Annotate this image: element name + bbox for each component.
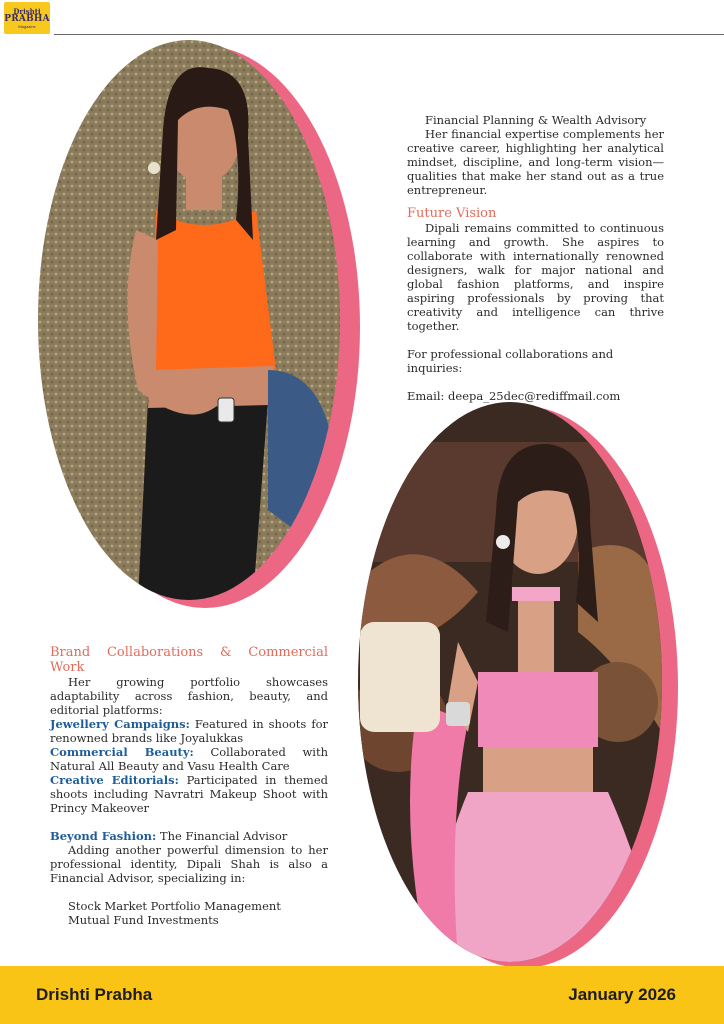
editorial-item [50,773,328,815]
finance-paragraph: Her financial expertise complements her creative career, highlighting her analytical mindset, discipline, and long-term vision—qualities that make her stand out as a true entrepreneur. [407,127,664,197]
portrait-top-illustration [38,40,340,600]
future-vision-paragraph: Dipali remains committed to continuous learning and growth. She aspires to collaborate with internationally renowned designers, walk for major national and global fashion platforms, and inspire aspiring professionals by proving that creativity and intelligence can thrive together. [407,221,664,333]
beyond-fashion-line [50,829,328,843]
logo-line-3: Magazine [18,23,36,29]
beauty-label: Commercial Beauty: [50,745,194,759]
service-item-1: Stock Market Portfolio Management [68,899,281,913]
logo-line-1: Drishti [13,6,41,16]
portrait-photo-top [38,40,340,600]
service-item-2: Mutual Fund Investments [68,913,219,927]
finance-heading-line: Financial Planning & Wealth Advisory [425,113,647,127]
footer-issue-date: January 2026 [568,985,676,1004]
brand-intro-paragraph: Her growing portfolio showcases adaptability across fashion, beauty, and editorial platforms: [50,675,328,717]
editorial-label: Creative Editorials: [50,773,179,787]
jewellery-item [50,717,328,745]
beyond-text: The Financial Advisor [156,829,288,843]
jewellery-text: Featured in shoots for renowned brands like Joyalukkas [50,717,328,745]
photo-frame-bottom [358,402,678,968]
portrait-photo-bottom [358,402,662,962]
brand-collab-title: Brand Collaborations & Commercial Work [50,645,328,675]
beauty-text: Collaborated with Natural All Beauty and Vasu Health Care [50,745,328,773]
portrait-bottom-illustration [358,402,662,962]
header-divider [54,34,724,35]
advisor-paragraph: Adding another powerful dimension to her professional identity, Dipali Shah is also a Financial Advisor, specializing in: [50,843,328,885]
beyond-label: Beyond Fashion: [50,829,157,843]
jewellery-label: Jewellery Campaigns: [50,717,190,731]
photo-frame-top [38,40,360,608]
editorial-text: Participated in themed shoots including Navratri Makeup Shoot with Princy Makeover [50,773,328,815]
left-text-column [50,645,328,927]
email-line[interactable]: Email: deepa_25dec@rediffmail.com [407,389,621,403]
page-footer [0,966,724,1024]
beauty-item [50,745,328,773]
footer-magazine-name: Drishti Prabha [36,985,153,1004]
collaboration-line: For professional collaborations and inquiries: [407,347,614,375]
right-text-column [407,113,664,403]
logo-line-2: PRABHA [4,13,50,24]
future-vision-title: Future Vision [407,206,497,221]
magazine-logo [4,2,50,34]
